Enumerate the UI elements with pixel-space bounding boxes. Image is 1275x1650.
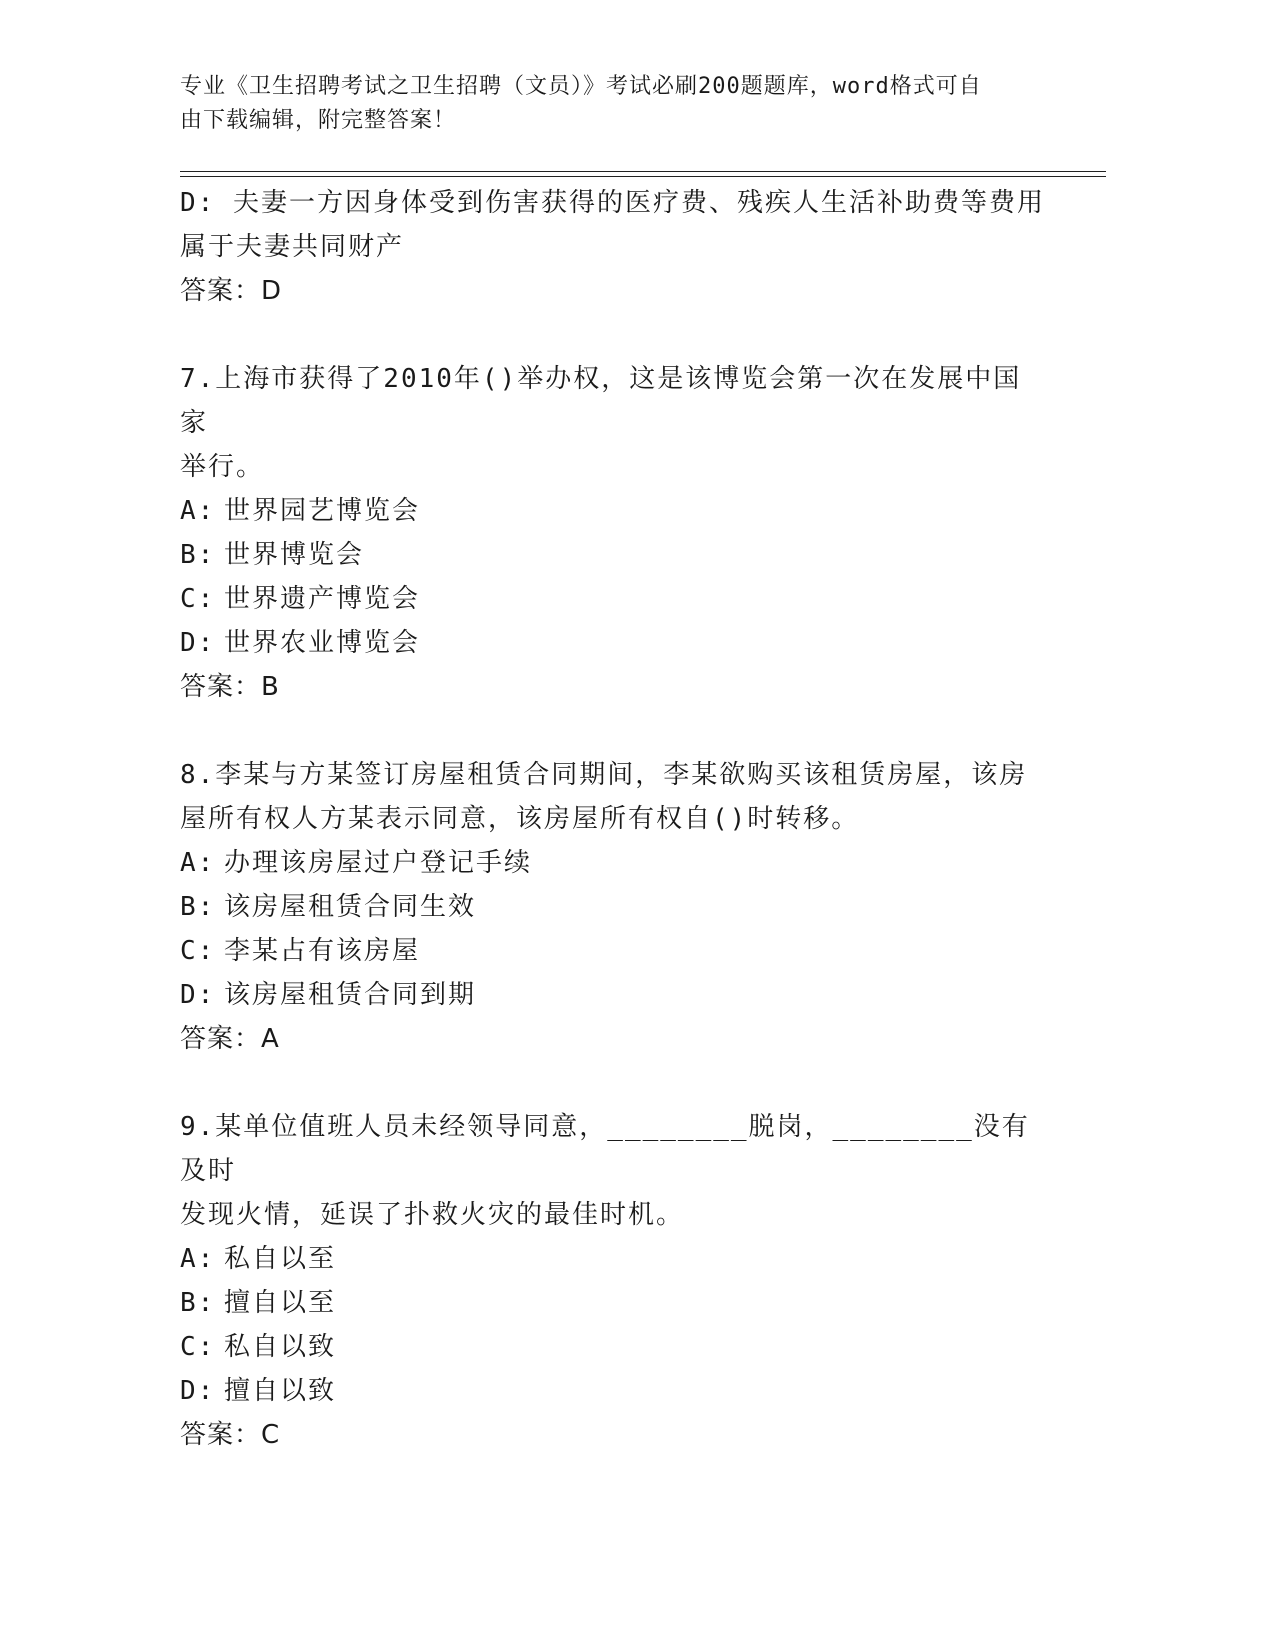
option-c — [180, 929, 1060, 973]
option-text: 该房屋租赁合同生效 — [224, 892, 477, 922]
option-letter: B: — [180, 1288, 216, 1318]
question-text-line-2: 举行。 — [180, 452, 265, 482]
option-d-line-1: D: 夫妻一方因身体受到伤害获得的医疗费、残疾人生活补助费等费用 — [180, 188, 1045, 218]
question-7 — [180, 357, 1060, 709]
option-d-line-2: 属于夫妻共同财产 — [180, 232, 405, 262]
answer-line: 答案：A — [180, 1024, 280, 1054]
option-d — [180, 621, 1060, 665]
question-8 — [180, 753, 1060, 1061]
option-letter: B: — [180, 540, 216, 570]
option-text: 世界博览会 — [224, 540, 365, 570]
option-text: 李某占有该房屋 — [224, 936, 421, 966]
question-text-line-1: 7.上海市获得了2010年()举办权，这是该博览会第一次在发展中国家 — [180, 364, 1022, 438]
option-letter: C: — [180, 936, 216, 966]
question-text — [180, 1105, 1040, 1237]
option-letter: C: — [180, 584, 216, 614]
option-text: 办理该房屋过户登记手续 — [224, 848, 533, 878]
document-body — [180, 181, 1060, 1457]
option-letter: D: — [180, 980, 216, 1010]
option-letter: B: — [180, 892, 216, 922]
question-text-line-2: 屋所有权人方某表示同意，该房屋所有权自()时转移。 — [180, 804, 860, 834]
question-text — [180, 357, 1040, 489]
option-c — [180, 1325, 1060, 1369]
option-d — [180, 973, 1060, 1017]
option-a — [180, 1237, 1060, 1281]
question-text-line-1: 8.李某与方某签订房屋租赁合同期间，李某欲购买该租赁房屋，该房 — [180, 760, 1028, 790]
option-letter: A: — [180, 848, 216, 878]
option-text: 私自以至 — [224, 1244, 337, 1274]
option-b — [180, 885, 1060, 929]
option-b — [180, 1281, 1060, 1325]
header-divider-top — [180, 171, 1106, 172]
option-text: 私自以致 — [224, 1332, 337, 1362]
header-divider-bottom — [180, 176, 1106, 177]
option-letter: D: — [180, 628, 216, 658]
option-a — [180, 841, 1060, 885]
option-letter: C: — [180, 1332, 216, 1362]
option-text: 擅自以致 — [224, 1376, 337, 1406]
option-text: 该房屋租赁合同到期 — [224, 980, 477, 1010]
document-header — [180, 70, 1040, 138]
header-title-line-1: 专业《卫生招聘考试之卫生招聘（文员）》考试必刷200题题库，word格式可自 — [180, 74, 982, 99]
question-text-line-1: 9.某单位值班人员未经领导同意，________脱岗，________没有及时 — [180, 1112, 1030, 1186]
answer-line: 答案：D — [180, 276, 283, 306]
answer-line: 答案：B — [180, 672, 280, 702]
option-text: 世界农业博览会 — [224, 628, 421, 658]
option-text: 世界园艺博览会 — [224, 496, 421, 526]
header-title-line-2: 由下载编辑，附完整答案！ — [180, 108, 457, 133]
answer-line: 答案：C — [180, 1420, 281, 1450]
option-letter: D: — [180, 1376, 216, 1406]
previous-question-tail — [180, 181, 1060, 313]
option-text: 世界遗产博览会 — [224, 584, 421, 614]
option-d — [180, 1369, 1060, 1413]
option-text: 擅自以至 — [224, 1288, 337, 1318]
question-9 — [180, 1105, 1060, 1457]
option-a — [180, 489, 1060, 533]
question-text-line-2: 发现火情，延误了扑救火灾的最佳时机。 — [180, 1200, 685, 1230]
option-c — [180, 577, 1060, 621]
question-text — [180, 753, 1040, 841]
option-letter: A: — [180, 1244, 216, 1274]
option-b — [180, 533, 1060, 577]
option-letter: A: — [180, 496, 216, 526]
